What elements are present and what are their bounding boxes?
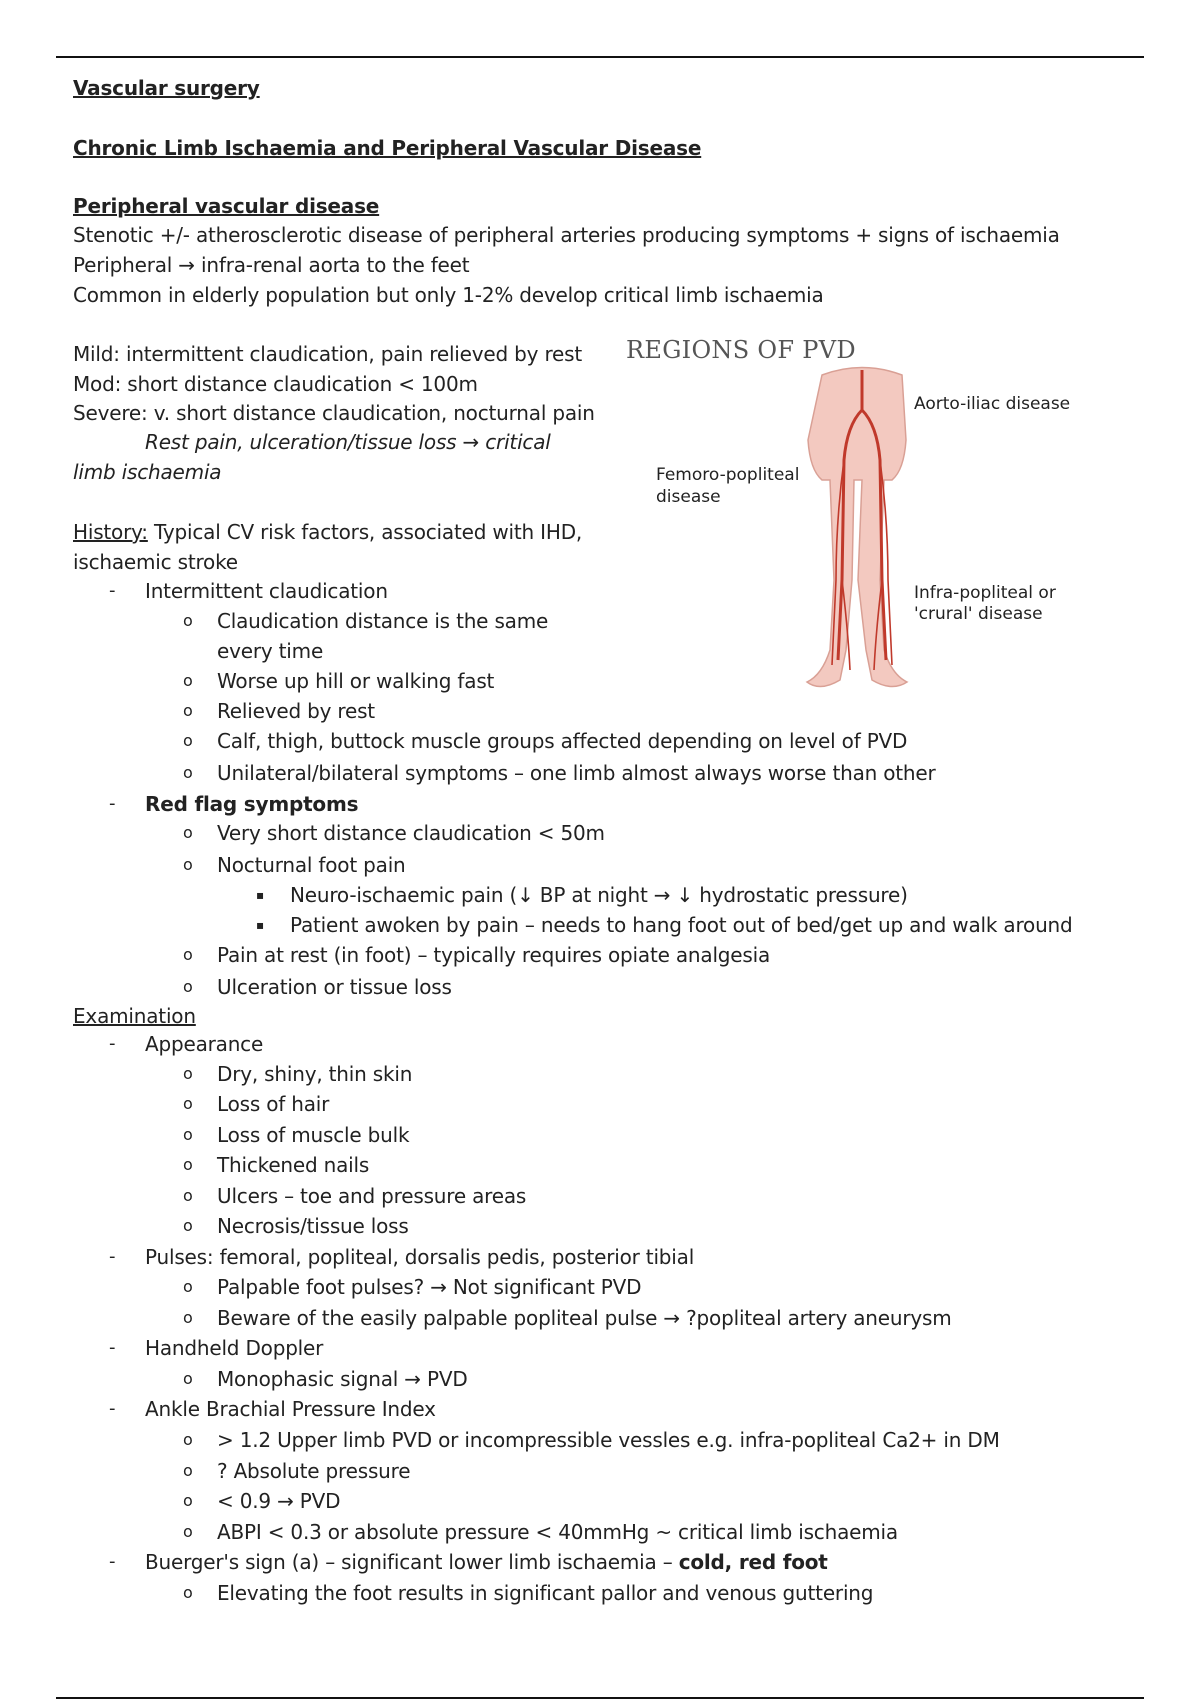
list-item: Relieved by rest	[217, 699, 375, 723]
list-item: Monophasic signal → PVD	[217, 1367, 468, 1391]
circle-marker: o	[183, 1461, 193, 1480]
list-item: Loss of muscle bulk	[217, 1123, 410, 1147]
list-item: ? Absolute pressure	[217, 1459, 411, 1483]
list-item: Necrosis/tissue loss	[217, 1214, 409, 1238]
red-flag-heading: Red flag symptoms	[145, 792, 359, 816]
list-item: Unilateral/bilateral symptoms – one limb almost always worse than other	[217, 761, 936, 785]
list-item: Patient awoken by pain – needs to hang foot out of bed/get up and walk around	[290, 913, 1073, 937]
circle-marker: o	[183, 701, 193, 720]
figure-title: REGIONS OF PVD	[626, 336, 856, 364]
circle-marker: o	[183, 671, 193, 690]
square-marker: ▪	[256, 888, 265, 902]
dash-marker: -	[109, 1033, 116, 1054]
circle-marker: o	[183, 855, 193, 874]
circle-marker: o	[183, 945, 193, 964]
severity-critical: Rest pain, ulceration/tissue loss → critical	[145, 430, 551, 454]
buerger-heading	[145, 1549, 828, 1575]
dash-marker: -	[109, 1337, 116, 1358]
circle-marker: o	[183, 763, 193, 782]
pvd-heading: Peripheral vascular disease	[73, 194, 380, 218]
pvd-definition: Stenotic +/- atherosclerotic disease of peripheral arteries producing symptoms + signs of ischaemia	[73, 223, 1060, 247]
circle-marker: o	[183, 1064, 193, 1083]
buerger-text: Buerger's sign (a) – significant lower limb ischaemia –	[145, 1550, 679, 1574]
list-item: Calf, thigh, buttock muscle groups affected depending on level of PVD	[217, 729, 908, 753]
list-item: Claudication distance is the same	[217, 609, 549, 633]
history-line	[73, 519, 582, 545]
pvd-peripheral: Peripheral → infra-renal aorta to the feet	[73, 253, 470, 277]
list-item: Dry, shiny, thin skin	[217, 1062, 413, 1086]
square-marker: ▪	[256, 918, 265, 932]
label-femoro-popliteal-cont: disease	[656, 487, 721, 507]
circle-marker: o	[183, 1430, 193, 1449]
regions-of-pvd-figure	[622, 330, 1072, 705]
severity-mild: Mild: intermittent claudication, pain relieved by rest	[73, 342, 583, 366]
circle-marker: o	[183, 1186, 193, 1205]
abpi-heading: Ankle Brachial Pressure Index	[145, 1397, 436, 1421]
pvd-epidemiology: Common in elderly population but only 1-2% develop critical limb ischaemia	[73, 283, 824, 307]
appearance-heading: Appearance	[145, 1032, 264, 1056]
legs-arteries-illustration	[622, 330, 1072, 705]
circle-marker: o	[183, 731, 193, 750]
list-item: Beware of the easily palpable popliteal pulse → ?popliteal artery aneurysm	[217, 1306, 952, 1330]
intermittent-claudication: Intermittent claudication	[145, 579, 388, 603]
history-text-cont: ischaemic stroke	[73, 550, 238, 574]
label-femoro-popliteal: Femoro-popliteal	[656, 465, 800, 485]
list-item: Very short distance claudication < 50m	[217, 821, 605, 845]
circle-marker: o	[183, 1277, 193, 1296]
bottom-rule	[56, 1697, 1144, 1699]
severity-critical-cont: limb ischaemia	[73, 460, 222, 484]
dash-marker: -	[109, 580, 116, 601]
history-label: History:	[73, 520, 148, 544]
list-item: Palpable foot pulses? → Not significant PVD	[217, 1275, 642, 1299]
circle-marker: o	[183, 1369, 193, 1388]
pulses-heading: Pulses: femoral, popliteal, dorsalis pedis, posterior tibial	[145, 1245, 695, 1269]
circle-marker: o	[183, 611, 193, 630]
circle-marker: o	[183, 1155, 193, 1174]
list-item: Nocturnal foot pain	[217, 853, 406, 877]
dash-marker: -	[109, 1398, 116, 1419]
circle-marker: o	[183, 1216, 193, 1235]
list-item: Ulcers – toe and pressure areas	[217, 1184, 527, 1208]
page-subtitle: Chronic Limb Ischaemia and Peripheral Vascular Disease	[73, 136, 702, 160]
list-item: Worse up hill or walking fast	[217, 669, 495, 693]
circle-marker: o	[183, 1522, 193, 1541]
list-item: Ulceration or tissue loss	[217, 975, 452, 999]
history-text: Typical CV risk factors, associated with IHD,	[147, 520, 583, 544]
label-infra-popliteal: Infra-popliteal or	[914, 583, 1056, 603]
severity-mod: Mod: short distance claudication < 100m	[73, 372, 478, 396]
page-title: Vascular surgery	[73, 76, 260, 100]
severity-severe: Severe: v. short distance claudication, nocturnal pain	[73, 401, 595, 425]
list-item: Pain at rest (in foot) – typically requires opiate analgesia	[217, 943, 771, 967]
top-rule	[56, 56, 1144, 58]
dash-marker: -	[109, 1551, 116, 1572]
dash-marker: -	[109, 1246, 116, 1267]
list-item: Thickened nails	[217, 1153, 370, 1177]
list-item: Neuro-ischaemic pain (↓ BP at night → ↓ hydrostatic pressure)	[290, 883, 908, 907]
circle-marker: o	[183, 823, 193, 842]
circle-marker: o	[183, 1491, 193, 1510]
examination-heading: Examination	[73, 1004, 196, 1028]
circle-marker: o	[183, 1094, 193, 1113]
list-item-cont: every time	[217, 639, 324, 663]
list-item: > 1.2 Upper limb PVD or incompressible vessles e.g. infra-popliteal Ca2+ in DM	[217, 1428, 1000, 1452]
label-aorto-iliac: Aorto-iliac disease	[914, 394, 1071, 414]
doppler-heading: Handheld Doppler	[145, 1336, 324, 1360]
buerger-emphasis: cold, red foot	[678, 1550, 828, 1574]
circle-marker: o	[183, 1308, 193, 1327]
circle-marker: o	[183, 977, 193, 996]
list-item: ABPI < 0.3 or absolute pressure < 40mmHg ~ critical limb ischaemia	[217, 1520, 898, 1544]
circle-marker: o	[183, 1125, 193, 1144]
label-infra-popliteal-cont: 'crural' disease	[914, 604, 1043, 624]
list-item: Loss of hair	[217, 1092, 330, 1116]
list-item: < 0.9 → PVD	[217, 1489, 341, 1513]
circle-marker: o	[183, 1583, 193, 1602]
list-item: Elevating the foot results in significant pallor and venous guttering	[217, 1581, 874, 1605]
dash-marker: -	[109, 793, 116, 814]
